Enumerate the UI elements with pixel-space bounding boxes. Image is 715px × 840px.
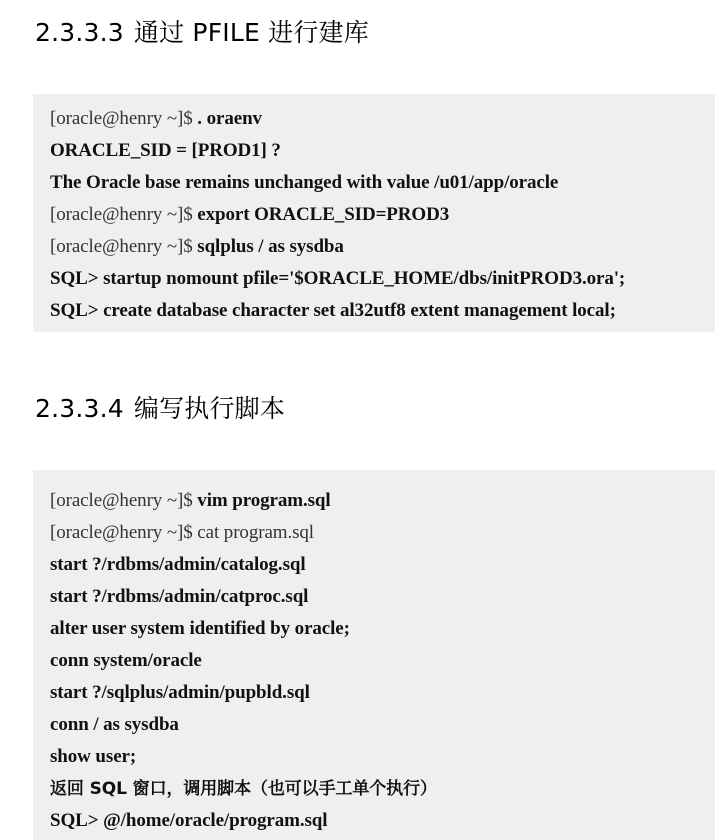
shell-prompt: [oracle@henry ~]$ bbox=[50, 522, 198, 543]
code-text: alter user system identified by oracle; bbox=[50, 618, 350, 639]
code-line bbox=[50, 677, 715, 709]
section-title: 通过 PFILE 进行建库 bbox=[133, 18, 369, 47]
code-line bbox=[50, 581, 715, 613]
code-line bbox=[50, 231, 715, 263]
code-text: export ORACLE_SID=PROD3 bbox=[197, 204, 450, 225]
code-text: SQL> @/home/oracle/program.sql bbox=[50, 810, 328, 831]
code-text: The Oracle base remains unchanged with value /u01/app/oracle bbox=[50, 172, 559, 193]
code-text: start ?/rdbms/admin/catalog.sql bbox=[50, 554, 306, 575]
code-text: SQL> create database character set al32utf8 extent management local; bbox=[50, 300, 616, 321]
code-text: vim program.sql bbox=[197, 490, 331, 511]
code-text: show user; bbox=[50, 746, 137, 767]
code-text: sqlplus / as sysdba bbox=[197, 236, 344, 257]
code-line bbox=[50, 295, 715, 327]
code-line bbox=[50, 613, 715, 645]
code-text: start ?/rdbms/admin/catproc.sql bbox=[50, 586, 309, 607]
code-text: start ?/sqlplus/admin/pupbld.sql bbox=[50, 682, 310, 703]
section-number: 2.3.3.3 bbox=[35, 18, 124, 47]
code-line bbox=[50, 199, 715, 231]
code-line bbox=[50, 103, 715, 135]
code-line bbox=[50, 709, 715, 741]
code-line bbox=[50, 167, 715, 199]
code-line bbox=[50, 517, 715, 549]
section-title: 编写执行脚本 bbox=[133, 394, 286, 423]
section-heading bbox=[35, 17, 369, 49]
code-text: conn system/oracle bbox=[50, 650, 202, 671]
code-text: cat program.sql bbox=[197, 522, 314, 543]
code-block bbox=[33, 94, 715, 332]
code-text: SQL> startup nomount pfile='$ORACLE_HOME/dbs/initPROD3.ora'; bbox=[50, 268, 626, 289]
code-line bbox=[50, 645, 715, 677]
shell-prompt: [oracle@henry ~]$ bbox=[50, 236, 198, 257]
shell-prompt: [oracle@henry ~]$ bbox=[50, 490, 198, 511]
code-line bbox=[50, 773, 715, 805]
code-line bbox=[50, 263, 715, 295]
section-heading bbox=[35, 393, 285, 425]
code-text: ORACLE_SID = [PROD1] ? bbox=[50, 140, 281, 161]
section-number: 2.3.3.4 bbox=[35, 394, 124, 423]
code-line bbox=[50, 805, 715, 837]
code-block bbox=[33, 470, 715, 840]
code-line bbox=[50, 549, 715, 581]
code-text: conn / as sysdba bbox=[50, 714, 179, 735]
code-line bbox=[50, 485, 715, 517]
code-line bbox=[50, 741, 715, 773]
shell-prompt: [oracle@henry ~]$ bbox=[50, 204, 198, 225]
shell-prompt: [oracle@henry ~]$ bbox=[50, 108, 198, 129]
code-text: 返回 SQL 窗口，调用脚本（也可以手工单个执行） bbox=[50, 779, 437, 799]
code-text: . oraenv bbox=[197, 108, 262, 129]
code-line bbox=[50, 135, 715, 167]
